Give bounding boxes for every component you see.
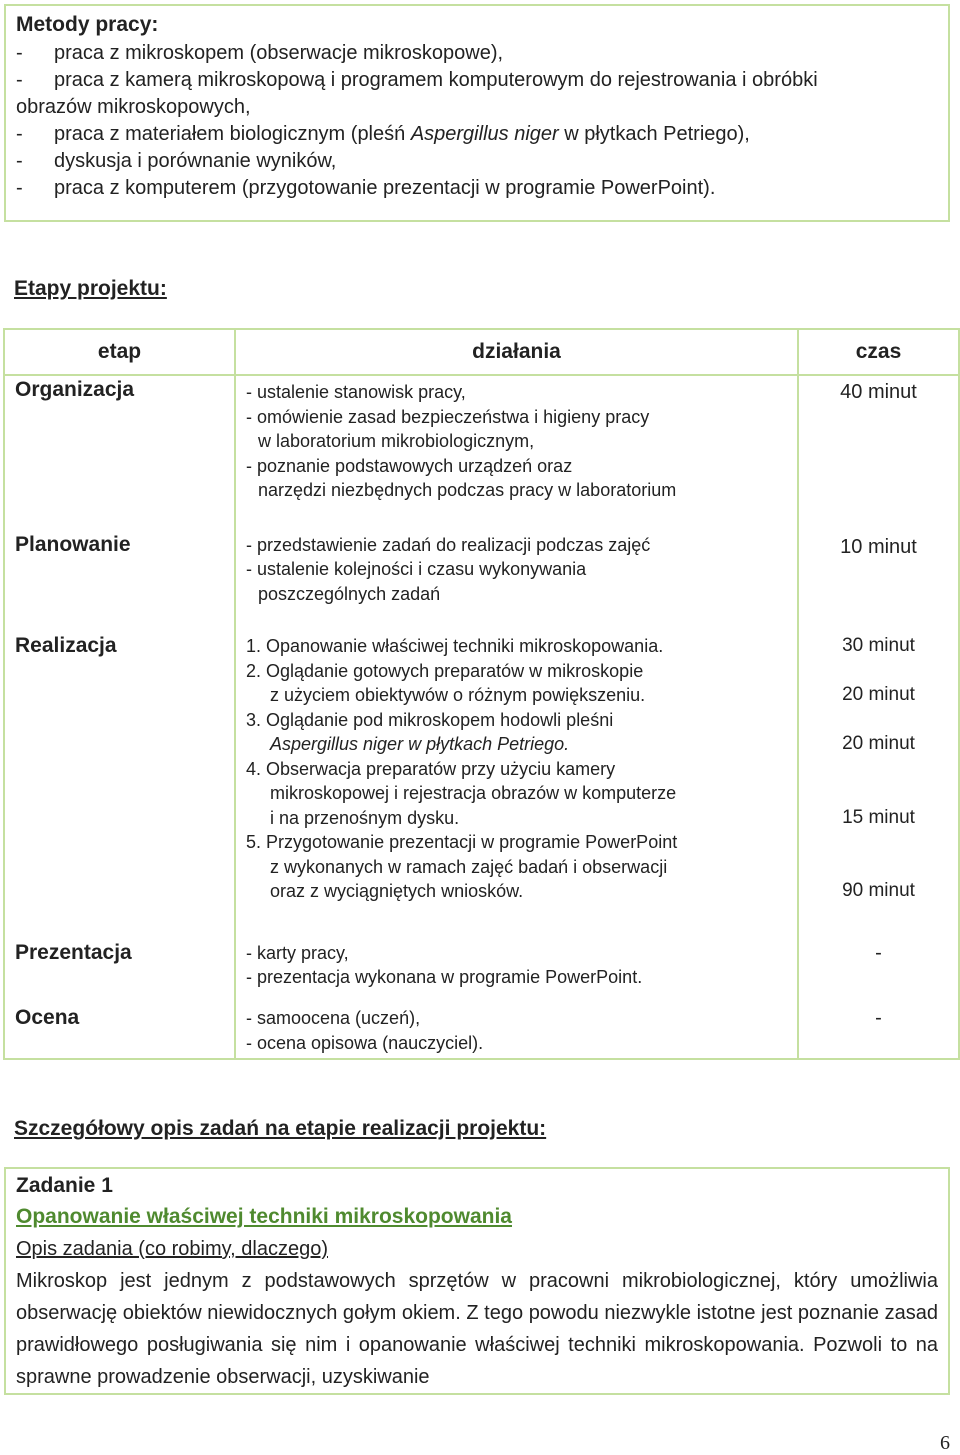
page-number: 6 — [940, 1432, 950, 1454]
stage-name: Organizacja — [15, 378, 135, 401]
task-paragraph: Mikroskop jest jednym z podstawowych sprzętów w pracowni mikrobiologicznej, który umożliwia obserwację obiektów niewidocznych gołym okiem. Z tego powodu niezwykle istotne jest poznanie zasad prawidłowego posługiwania się nim i opanowanie właściwej techniki mikroskopowania. Pozwoli to na sprawne prowadzenie obserwacji, uzyskiwanie — [16, 1270, 938, 1388]
methods-item: - praca z komputerem (przygotowanie prezentacji w programie PowerPoint). — [16, 177, 716, 199]
table-row — [4, 375, 959, 509]
table-row — [4, 531, 959, 610]
stage-time: - — [875, 941, 882, 964]
header-time: czas — [798, 329, 959, 375]
stages-heading: Etapy projektu: — [14, 277, 167, 300]
stage-actions: - samoocena (uczeń), - ocena opisowa (nauczyciel). — [246, 1008, 484, 1053]
table-header-row — [4, 329, 959, 375]
stage-actions: - ustalenie stanowisk pracy, - omówienie zasad bezpieczeństwa i higieny pracy w laboratorium mikrobiologicznym, - poznanie podstawowych urządzeń oraz narzędzi niezbędnych podczas pracy w laboratorium — [246, 382, 677, 500]
methods-item: - dyskusja i porównanie wyników, — [16, 150, 337, 172]
task-description-label: Opis zadania (co robimy, dlaczego) — [16, 1238, 328, 1260]
stage-actions: - karty pracy, - prezentacja wykonana w programie PowerPoint. — [246, 942, 643, 988]
task-title: Zadanie 1 — [16, 1174, 113, 1197]
task-box — [4, 1167, 950, 1395]
methods-title: Metody pracy: — [16, 13, 159, 36]
methods-item-continued: obrazów mikroskopowych, — [16, 96, 251, 118]
stage-name: Planowanie — [15, 532, 131, 556]
stage-time: 40 minut — [840, 381, 917, 403]
methods-box — [4, 4, 950, 222]
methods-item: - praca z kamerą mikroskopową i programem komputerowym do rejestrowania i obróbki — [16, 69, 818, 91]
task-subtitle: Opanowanie właściwej techniki mikroskopowania — [16, 1205, 512, 1228]
stage-actions: - przedstawienie zadań do realizacji podczas zajęć - ustalenie kolejności i czasu wykonywania poszczególnych zadań — [246, 534, 651, 604]
stage-time: 10 minut — [840, 535, 917, 558]
table-row — [4, 632, 959, 917]
stage-name: Realizacja — [15, 634, 117, 657]
stages-table — [3, 328, 960, 1060]
stage-name: Prezentacja — [15, 940, 132, 964]
header-stage: etap — [4, 329, 235, 375]
methods-item: - praca z mikroskopem (obserwacje mikroskopowe), — [16, 42, 504, 64]
methods-item: - praca z materiałem biologicznym (pleśń Aspergillus niger w płytkach Petriego), — [16, 123, 750, 145]
details-heading: Szczegółowy opis zadań na etapie realizacji projektu: — [14, 1117, 547, 1140]
stage-actions: 1. Opanowanie właściwej techniki mikroskopowania. 2. Oglądanie gotowych preparatów w mikroskopie z użyciem obiektywów o różnym powiększeniu. 3. Oglądanie pod mikroskopem hodowli pleśni Aspergillus niger w płytkach Petriego. 4. Obserwacja preparatów przy użyciu kamery mikroskopowej i rejestracja obrazów w komputerze i na przenośnym dysku. 5. Przygotowanie prezentacji w programie PowerPoint z wykonanych w ramach zajęć badań i obserwacji oraz z wyciągniętych wniosków. — [246, 636, 678, 901]
stage-time: - — [875, 1007, 882, 1030]
table-row — [4, 939, 959, 993]
stage-name: Ocena — [15, 1006, 80, 1030]
table-row — [4, 1004, 959, 1059]
stage-times: 30 minut 20 minut 20 minut 15 minut 90 minut — [842, 635, 915, 901]
header-actions: działania — [235, 329, 798, 375]
